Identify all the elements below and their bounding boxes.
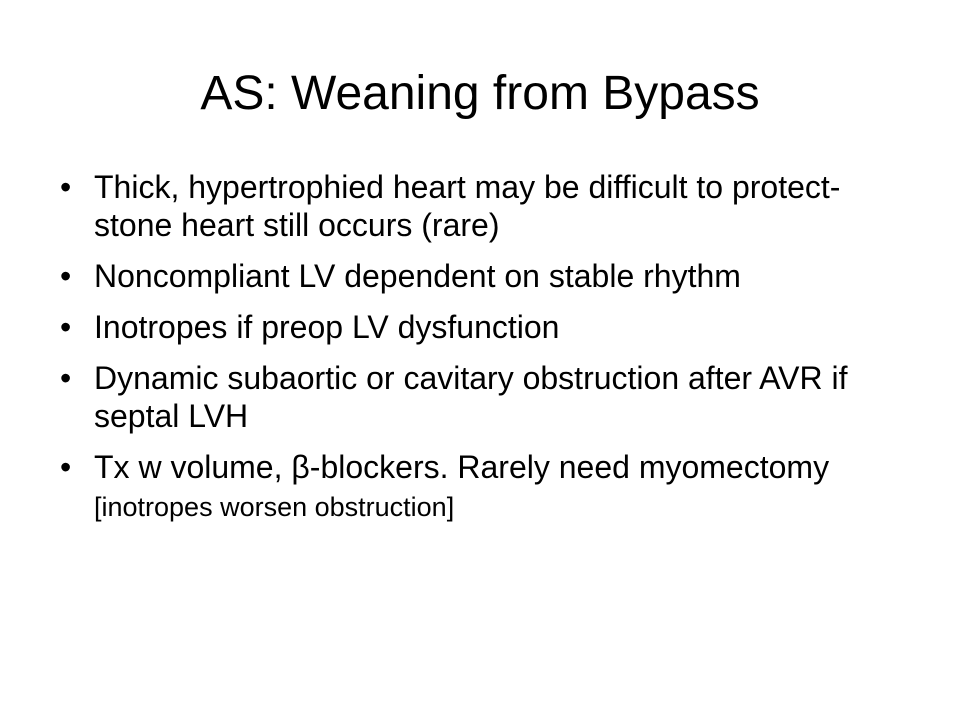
bullet-text: Tx w volume, β-blockers. Rarely need myomectomy [94,449,830,485]
bullet-text: Thick, hypertrophied heart may be difficult to protect- stone heart still occurs (rare) [94,169,841,243]
bullet-item [60,308,920,346]
bullet-marker: • [60,258,72,294]
bullet-marker: • [60,360,72,396]
slide-title: AS: Weaning from Bypass [200,67,760,120]
bullet-item [60,257,920,295]
bullet-marker: • [60,309,72,345]
bullet-item [60,168,920,244]
bullet-text: Inotropes if preop LV dysfunction [94,309,560,345]
bullet-text: Dynamic subaortic or cavitary obstruction after AVR if septal LVH [94,360,848,434]
bullet-marker: • [60,169,72,205]
bullet-list [60,168,920,539]
bullet-item [60,448,920,526]
bullet-item [60,359,920,435]
bullet-text: Noncompliant LV dependent on stable rhythm [94,258,741,294]
bullet-marker: • [60,449,72,485]
bullet-note: [inotropes worsen obstruction] [94,492,455,522]
